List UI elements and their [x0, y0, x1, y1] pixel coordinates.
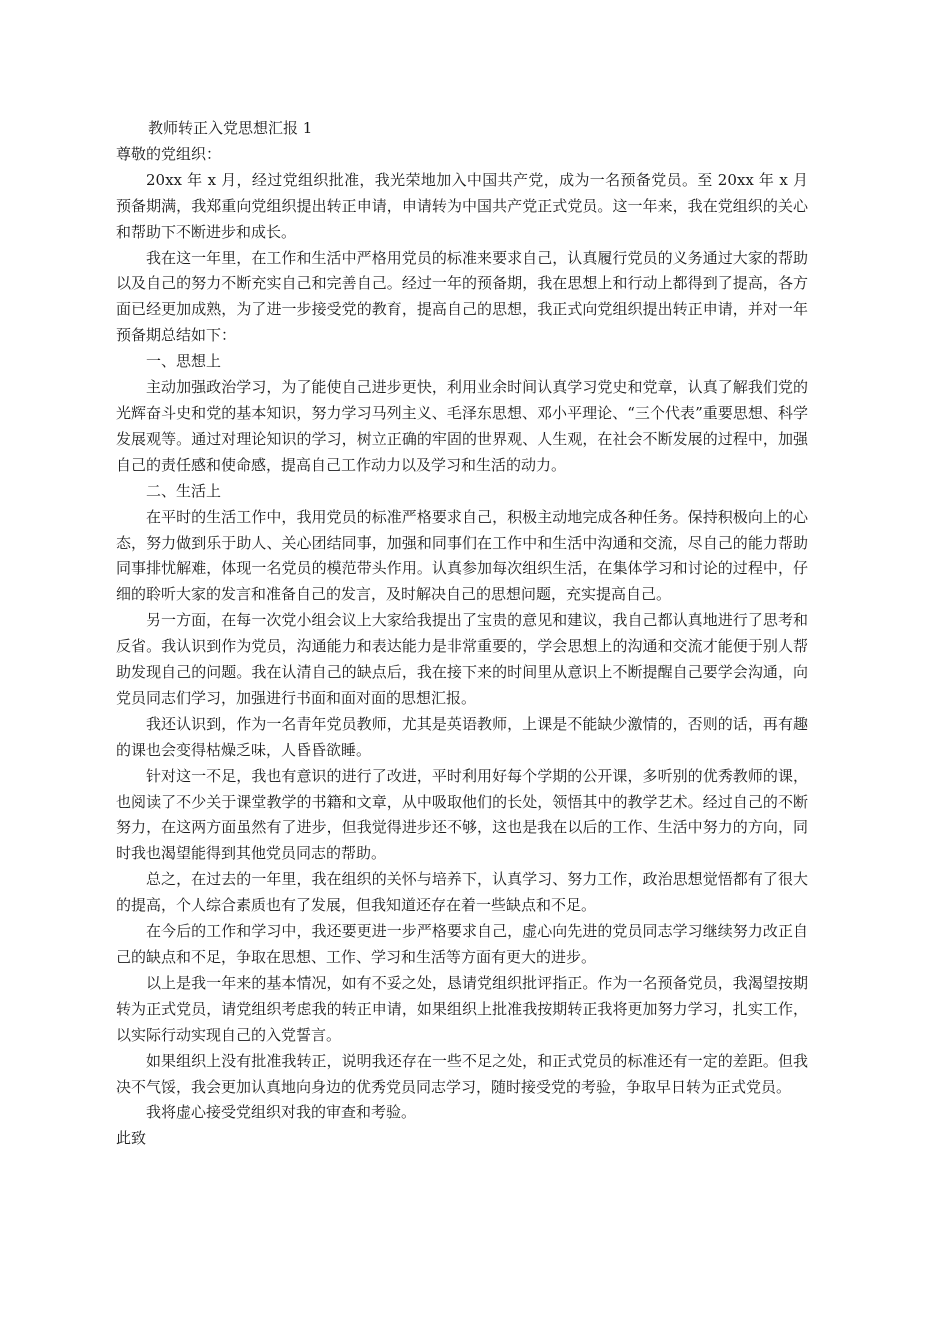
paragraph-thought: 主动加强政治学习，为了能使自己进步更快，利用业余时间认真学习党史和党章，认真了解我们党的光辉奋斗史和党的基本知识，努力学习马列主义、毛泽东思想、邓小平理论、“三个代表”重要思想、科学发展观等。通过对理论知识的学习，树立正确的牢固的世界观、人生观，在社会不断发展的过程中，加强自己的责任感和使命感，提高自己工作动力以及学习和生活的动力。	[116, 378, 808, 474]
section-heading-thought: 一、思想上	[146, 352, 222, 371]
paragraph-acceptance: 我将虚心接受党组织对我的审查和考验。	[146, 1103, 417, 1122]
document-body	[116, 116, 808, 1152]
paragraph-life-3: 我还认识到，作为一名青年党员教师，尤其是英语教师，上课是不能缺少激情的，否则的话，再有趣的课也会变得枯燥乏味，人昏昏欲睡。	[116, 714, 808, 759]
paragraph-life-2: 另一方面，在每一次党小组会议上大家给我提出了宝贵的意见和建议，我自己都认真地进行了思考和反省。我认识到作为党员，沟通能力和表达能力是非常重要的，学会思想上的沟通和交流才能便于别人帮助发现自己的问题。我在认清自己的缺点后，我在接下来的时间里从意识上不断提醒自己要学会沟通，向党员同志们学习，加强进行书面和面对面的思想汇报。	[116, 611, 808, 707]
paragraph-intro: 20xx 年 x 月，经过党组织批准，我光荣地加入中国共产党，成为一名预备党员。至 20xx 年 x 月预备期满，我郑重向党组织提出转正申请，申请转为中国共产党正式党员。这一年来，我在党组织的关心和帮助下不断进步和成长。	[116, 170, 808, 241]
salutation: 尊敬的党组织：	[116, 144, 222, 163]
paragraph-if-rejected: 如果组织上没有批准我转正，说明我还存在一些不足之处，和正式党员的标准还有一定的差距。但我决不气馁，我会更加认真地向身边的优秀党员同志学习，随时接受党的考验，争取早日转为正式党员。	[116, 1051, 808, 1096]
section-heading-life: 二、生活上	[146, 481, 222, 500]
paragraph-request: 以上是我一年来的基本情况，如有不妥之处，恳请党组织批评指正。作为一名预备党员，我渴望按期转为正式党员，请党组织考虑我的转正申请，如果组织上批准我按期转正我将更加努力学习，扎实工作，以实际行动实现自己的入党誓言。	[116, 973, 808, 1044]
paragraph-summary: 我在这一年里，在工作和生活中严格用党员的标准来要求自己，认真履行党员的义务通过大家的帮助以及自己的努力不断充实自己和完善自己。经过一年的预备期，我在思想上和行动上都得到了提高，各方面已经更加成熟，为了进一步接受党的教育，提高自己的思想，我正式向党组织提出转正申请，并对一年预备期总结如下：	[116, 248, 808, 345]
paragraph-conclusion: 总之，在过去的一年里，我在组织的关怀与培养下，认真学习、努力工作，政治思想觉悟都有了很大的提高，个人综合素质也有了发展，但我知道还存在着一些缺点和不足。	[116, 870, 808, 915]
paragraph-life-4: 针对这一不足，我也有意识的进行了改进，平时利用好每个学期的公开课，多听别的优秀教师的课，也阅读了不少关于课堂教学的书籍和文章，从中吸取他们的长处，领悟其中的教学艺术。经过自己的不断努力，在这两方面虽然有了进步，但我觉得进步还不够，这也是我在以后的工作、生活中努力的方向，同时我也渴望能得到其他党员同志的帮助。	[116, 766, 808, 863]
document-title: 教师转正入党思想汇报 1	[148, 119, 313, 137]
closing: 此致	[116, 1129, 147, 1148]
paragraph-life-1: 在平时的生活工作中，我用党员的标准严格要求自己，积极主动地完成各种任务。保持积极向上的心态，努力做到乐于助人、关心团结同事，加强和同事们在工作中和生活中沟通和交流，尽自己的能力帮助同事排忧解难，体现一名党员的模范带头作用。认真参加每次组织生活，在集体学习和讨论的过程中，仔细的聆听大家的发言和准备自己的发言，及时解决自己的思想问题，充实提高自己。	[116, 507, 808, 604]
paragraph-future: 在今后的工作和学习中，我还要更进一步严格要求自己，虚心向先进的党员同志学习继续努力改正自己的缺点和不足，争取在思想、工作、学习和生活等方面有更大的进步。	[116, 922, 808, 966]
